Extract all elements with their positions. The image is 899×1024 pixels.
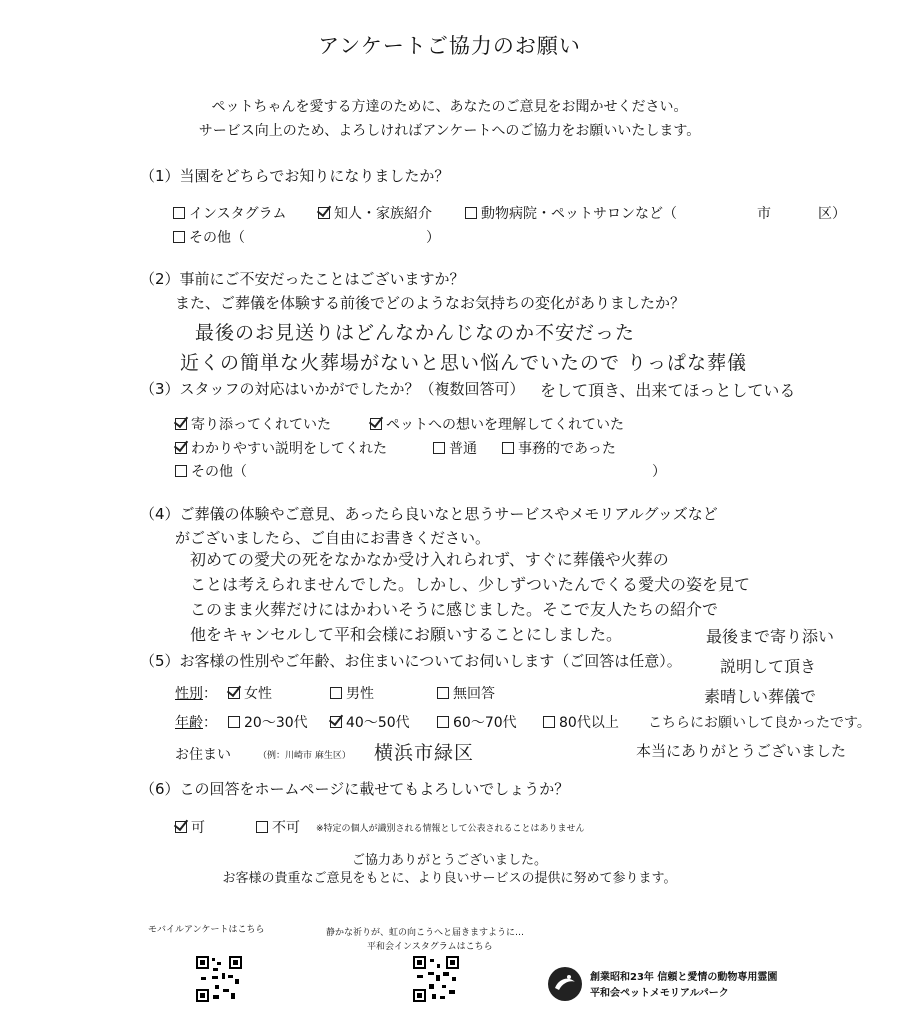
checkbox[interactable]: [173, 231, 185, 243]
checkbox[interactable]: [330, 687, 342, 699]
q1-question: （1）当園をどちらでお知りになりましたか？: [140, 167, 450, 185]
checkbox[interactable]: [433, 442, 445, 454]
q2-answer-1: 最後のお見送りはどんなかんじなのか不安だった: [195, 322, 636, 344]
checkbox[interactable]: [228, 716, 240, 728]
q4-answer-line-3: このまま火葬だけにはかわいそうに感じました。そこで友人たちの紹介で: [190, 600, 719, 619]
q1-city: 市: [757, 206, 771, 222]
residence-example: （例：川崎市 麻生区）: [258, 751, 351, 761]
company-tagline: 創業昭和23年 信頼と愛情の動物専用霊園: [590, 972, 778, 983]
q4-question-2: がございましたら、ご自由にお書きください。: [175, 529, 491, 547]
checkbox[interactable]: [465, 207, 477, 219]
qr-code-mobile[interactable]: [195, 955, 243, 1003]
q4-answer-line-1: 初めての愛犬の死をなかなか受け入れられず、すぐに葬儀や火葬の: [190, 550, 669, 569]
q4-question-1: （4）ご葬儀の体験やご意見、あったら良いなと思うサービスやメモリアルグッズなど: [140, 505, 718, 523]
q1-other-close: ）: [426, 230, 440, 246]
age-20-30[interactable]: 20～30代: [228, 712, 308, 732]
q1-opt-vet[interactable]: 動物病院・ペットサロンなど（: [465, 203, 677, 223]
q6-question: （6）この回答をホームページに載せてもよろしいでしょうか？: [140, 780, 570, 798]
checkbox-checked[interactable]: [175, 821, 187, 833]
checkbox-checked[interactable]: [175, 442, 187, 454]
colon: ：: [203, 715, 217, 731]
q3-opt-3[interactable]: わかりやすい説明をしてくれた: [175, 438, 387, 458]
gender-female[interactable]: 女性: [228, 683, 272, 703]
q4-side-1: 最後まで寄り添い: [706, 627, 835, 646]
q6-no[interactable]: 不可: [256, 817, 300, 837]
checkbox-checked[interactable]: [330, 716, 342, 728]
q4-answer-line-2: ことは考えられませんでした。しかし、少しずついたんでくる愛犬の姿を見て: [190, 575, 751, 594]
q1-opt-friend[interactable]: 知人・家族紹介: [318, 203, 432, 223]
q6-yes[interactable]: 可: [175, 817, 205, 837]
checkbox[interactable]: [175, 465, 187, 477]
q1-opt-instagram[interactable]: インスタグラム: [173, 203, 286, 223]
q3-question: （3）スタッフの対応はいかがでしたか？（複数回答可）: [140, 380, 525, 398]
checkbox[interactable]: [502, 442, 514, 454]
age-label-group: [175, 712, 217, 732]
checkbox[interactable]: [173, 207, 185, 219]
q5-question: （5）お客様の性別やご年齢、お住まいについてお伺いします（ご回答は任意）。: [140, 652, 682, 670]
page-title: アンケートご協力のお願い: [318, 34, 581, 58]
q1-ward: 区）: [818, 206, 846, 222]
colon: ：: [203, 686, 217, 702]
q4-side-2: 説明して頂き: [720, 657, 817, 676]
age-60-70[interactable]: 60～70代: [437, 712, 517, 732]
checkbox[interactable]: [437, 687, 449, 699]
residence-answer: 横浜市緑区: [374, 742, 475, 764]
checkbox[interactable]: [437, 716, 449, 728]
q4-answer-line-4: 他をキャンセルして平和会様にお願いすることにしました。: [190, 625, 623, 644]
q3-opt-1[interactable]: 寄り添ってくれていた: [175, 414, 331, 434]
intro-line-2: サービス向上のため、よろしければアンケートへのご協力をお願いいたします。: [198, 123, 701, 139]
footer-prayer: 静かな祈りが、虹の向こうへと届きますように…: [326, 928, 525, 938]
q3-opt-5[interactable]: 事務的であった: [502, 438, 616, 458]
q4-side-4: こちらにお願いして良かったです。: [648, 715, 871, 731]
age-80-plus[interactable]: 80代以上: [543, 712, 619, 732]
footer-instagram-label: 平和会インスタグラムはこちら: [367, 942, 493, 952]
q3-other-close: ）: [652, 464, 666, 480]
checkbox-checked[interactable]: [318, 207, 330, 219]
checkbox-checked[interactable]: [228, 687, 240, 699]
closing-line-2: お客様の貴重なご意見をもとに、より良いサービスの提供に努めて参ります。: [222, 871, 677, 886]
q4-side-5: 本当にありがとうございました: [636, 742, 847, 760]
age-label: 年齢: [175, 715, 203, 731]
residence-label: お住まい: [175, 747, 231, 763]
q2-question-1: （2）事前にご不安だったことはございますか？: [140, 270, 465, 288]
q6-note: ※特定の個人が識別される情報として公表されることはありません: [316, 824, 585, 834]
q3-opt-other[interactable]: その他（: [175, 461, 247, 481]
intro-line-1: ペットちゃんを愛する方達のために、あなたのご意見をお聞かせください。: [211, 99, 688, 115]
checkbox[interactable]: [543, 716, 555, 728]
q2-answer-2: 近くの簡単な火葬場がないと思い悩んでいたので りっぱな葬儀: [180, 352, 748, 374]
age-40-50[interactable]: 40～50代: [330, 712, 410, 732]
checkbox-checked[interactable]: [175, 418, 187, 430]
footer-mobile-label: モバイルアンケートはこちら: [148, 925, 265, 935]
checkbox-checked[interactable]: [370, 418, 382, 430]
q2-question-2: また、ご葬儀を体験する前後でどのようなお気持ちの変化がありましたか？: [175, 294, 686, 312]
q4-side-3: 素晴しい葬儀で: [704, 687, 817, 706]
gender-no-answer[interactable]: 無回答: [437, 683, 495, 703]
closing-line-1: ご協力ありがとうございました。: [351, 853, 547, 868]
qr-code-instagram[interactable]: [412, 955, 460, 1003]
q1-opt-other[interactable]: その他（: [173, 227, 245, 247]
q3-opt-2[interactable]: ペットへの想いを理解してくれていた: [370, 414, 624, 434]
gender-label: 性別: [175, 686, 203, 702]
gender-label-group: [175, 683, 217, 703]
company-logo-icon: [547, 966, 583, 1002]
gender-male[interactable]: 男性: [330, 683, 374, 703]
company-name: 平和会ペットメモリアルパーク: [590, 988, 729, 999]
q2-answer-3: をして頂き、出来てほっとしている: [540, 381, 796, 400]
checkbox[interactable]: [256, 821, 268, 833]
q3-opt-4[interactable]: 普通: [433, 438, 477, 458]
